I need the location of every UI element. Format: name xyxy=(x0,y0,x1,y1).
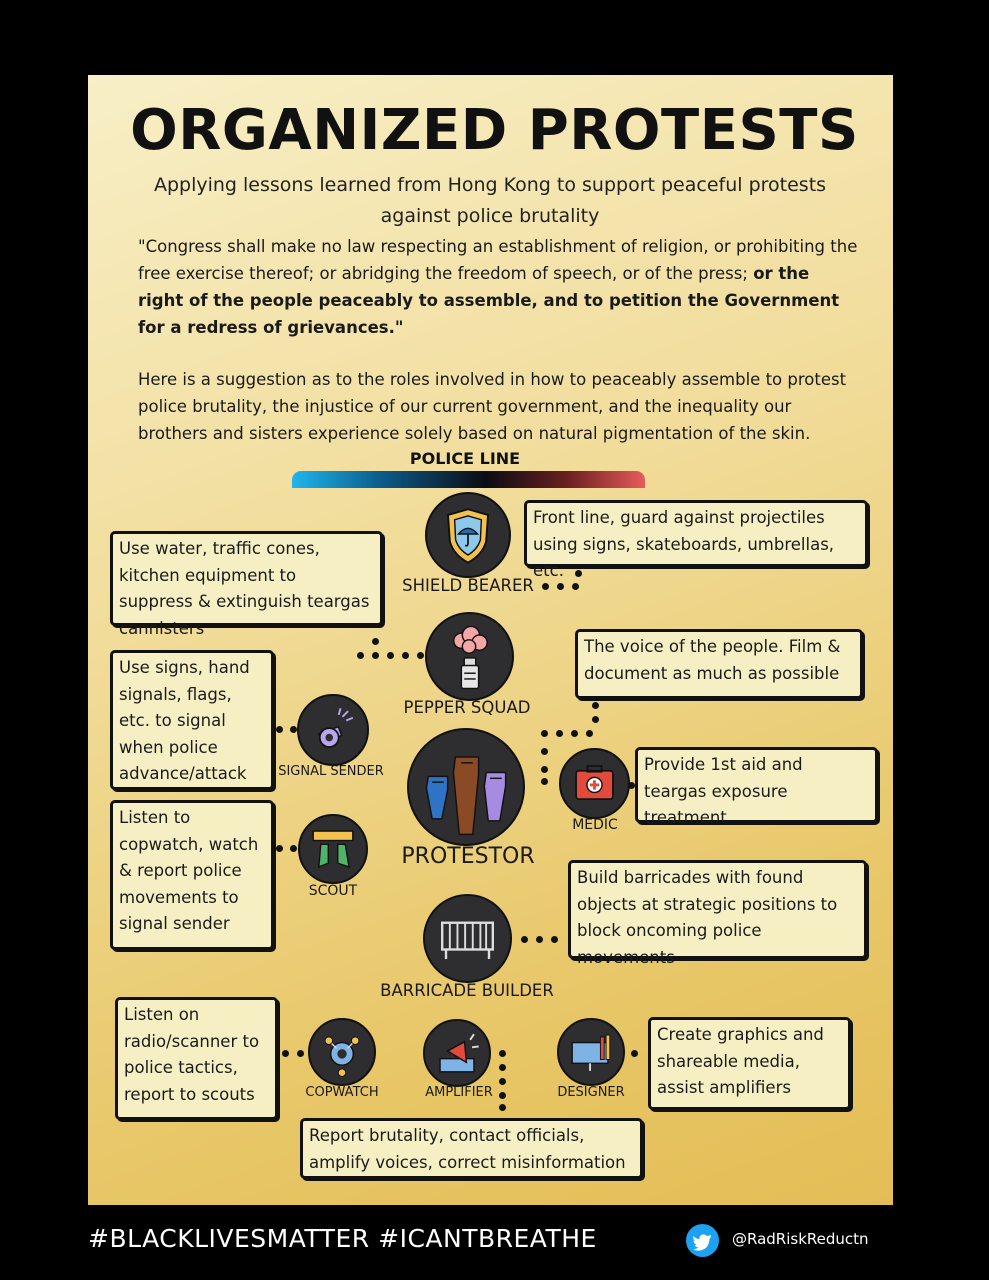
first-aid-kit-icon xyxy=(559,748,630,819)
medic-label: MEDIC xyxy=(572,817,618,833)
connector-dot xyxy=(541,766,548,773)
amplifier-desc: Report brutality, contact officials, amplify voices, correct misinformation xyxy=(300,1118,643,1179)
connector-dot xyxy=(541,778,548,785)
connector-dot xyxy=(276,845,283,852)
shield-bearer-label: SHIELD BEARER xyxy=(402,576,534,595)
connector-dot xyxy=(631,1050,638,1057)
radio-scanner-icon xyxy=(308,1018,376,1086)
connector-dot xyxy=(499,1078,506,1085)
connector-dot xyxy=(372,652,379,659)
barricade-builder-label: BARRICADE BUILDER xyxy=(380,981,554,1000)
police-line-label: POLICE LINE xyxy=(409,449,521,468)
first-amendment-quote xyxy=(138,233,858,341)
shield-bearer-desc: Front line, guard against projectiles using signs, skateboards, umbrellas, etc. xyxy=(524,500,868,567)
binoculars-icon xyxy=(298,814,368,884)
police-line-bar xyxy=(292,471,645,488)
connector-dot xyxy=(290,845,297,852)
barricade-icon xyxy=(423,894,512,983)
pepper-squad-desc: Use water, traffic cones, kitchen equipment to suppress & extinguish teargas cannisters xyxy=(110,531,383,626)
connector-dot xyxy=(541,730,548,737)
designer-label: DESIGNER xyxy=(557,1085,625,1100)
connector-dot xyxy=(592,716,599,723)
barricade-builder-desc: Build barricades with found objects at strategic positions to block oncoming police movements xyxy=(568,860,867,959)
scout-desc: Listen to copwatch, watch & report police movements to signal sender xyxy=(110,800,274,950)
subtitle-line-1: Applying lessons learned from Hong Kong to support peaceful protests xyxy=(153,174,827,196)
twitter-bird-icon[interactable] xyxy=(686,1224,719,1257)
signal-sender-label: SIGNAL SENDER xyxy=(278,764,384,779)
connector-dot xyxy=(417,652,424,659)
pepper-squad-label: PEPPER SQUAD xyxy=(403,698,531,717)
scout-label: SCOUT xyxy=(308,883,358,899)
subtitle xyxy=(140,170,840,232)
intro-paragraph: Here is a suggestion as to the roles involved in how to peaceably assemble to protest police brutality, the injustice of our current government, and the inequality our brothers and sisters experience solely based on natural pigmentation of the skin. xyxy=(138,370,847,443)
connector-dot xyxy=(586,730,593,737)
shield-bearer-icon xyxy=(425,492,511,578)
connector-dot xyxy=(276,726,283,733)
connector-dot xyxy=(290,726,297,733)
connector-dot xyxy=(282,1050,289,1057)
hashtags: #BLACKLIVESMATTER #ICANTBREATHE xyxy=(88,1224,597,1253)
connector-dot xyxy=(575,570,582,577)
connector-dot xyxy=(536,936,543,943)
connector-dot xyxy=(499,1092,506,1099)
connector-dot xyxy=(499,1050,506,1057)
connector-dot xyxy=(521,936,528,943)
designer-desc: Create graphics and shareable media, assist amplifiers xyxy=(648,1017,851,1110)
connector-dot xyxy=(628,782,635,789)
whistle-icon xyxy=(297,694,369,766)
quote-plain: "Congress shall make no law respecting an establishment of religion, or prohibiting the free exercise thereof; or abridging the freedom of speech, or of the press; xyxy=(138,237,858,283)
connector-dot xyxy=(542,583,549,590)
copwatch-label: COPWATCH xyxy=(305,1085,379,1100)
connector-dot xyxy=(541,748,548,755)
connector-dot xyxy=(297,1050,304,1057)
page-title: ORGANIZED PROTESTS xyxy=(130,98,859,163)
design-tools-icon xyxy=(557,1018,625,1086)
connector-dot xyxy=(571,730,578,737)
connector-dot xyxy=(592,702,599,709)
twitter-handle[interactable]: @RadRiskReductn xyxy=(732,1230,869,1248)
megaphone-icon xyxy=(423,1019,491,1087)
connector-dot xyxy=(572,583,579,590)
amplifier-label: AMPLIFIER xyxy=(425,1085,493,1100)
copwatch-desc: Listen on radio/scanner to police tactics, report to scouts xyxy=(115,997,278,1120)
quote-bold: or the right of the people peaceably to assemble, and to petition the Government for a redress of grievances." xyxy=(138,264,840,337)
connector-dot xyxy=(556,730,563,737)
pepper-spray-icon xyxy=(425,612,514,701)
medic-desc: Provide 1st aid and teargas exposure treatment xyxy=(635,747,878,823)
protestor-label: PROTESTOR xyxy=(401,844,535,869)
raised-fists-icon xyxy=(407,728,525,846)
connector-dot xyxy=(499,1064,506,1071)
connector-dot xyxy=(357,652,364,659)
connector-dot xyxy=(372,638,379,645)
connector-dot xyxy=(499,1104,506,1111)
connector-dot xyxy=(402,652,409,659)
connector-dot xyxy=(387,652,394,659)
protestor-desc: The voice of the people. Film & document as much as possible xyxy=(575,629,863,699)
signal-sender-desc: Use signs, hand signals, flags, etc. to signal when police advance/attack xyxy=(110,650,274,790)
connector-dot xyxy=(557,583,564,590)
connector-dot xyxy=(551,936,558,943)
subtitle-line-2: against police brutality xyxy=(380,205,600,227)
